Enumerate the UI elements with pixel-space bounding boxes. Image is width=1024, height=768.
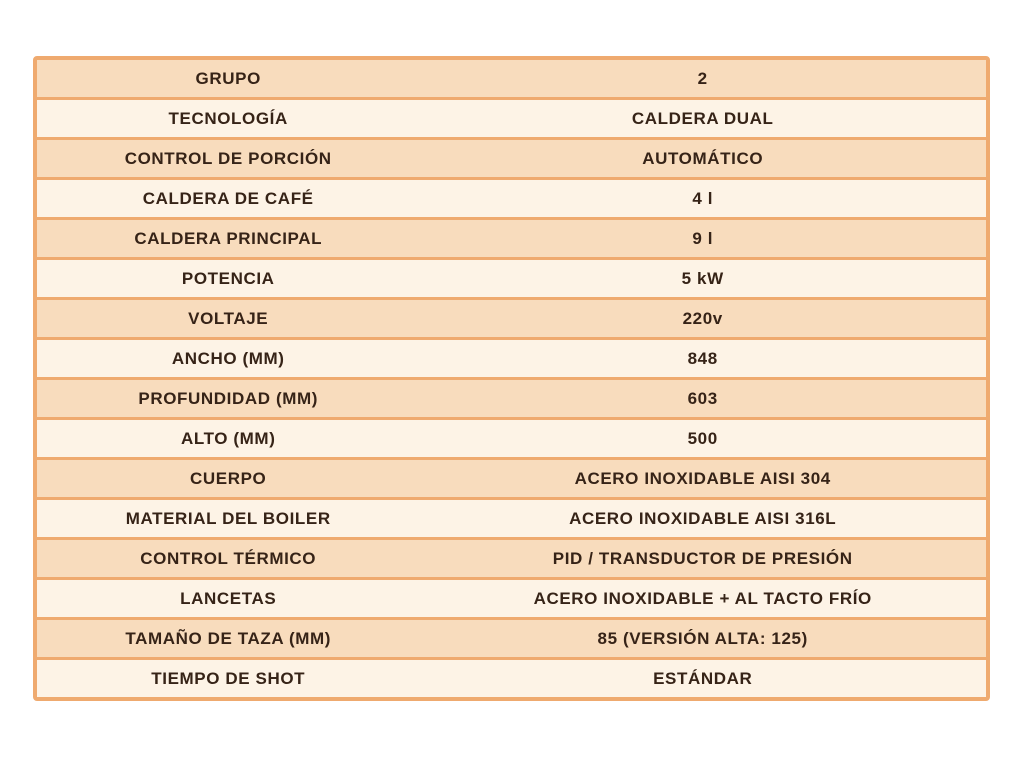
spec-label: VOLTAJE (37, 300, 419, 337)
spec-label: ALTO (MM) (37, 420, 419, 457)
table-row (37, 460, 986, 497)
table-row (37, 140, 986, 177)
spec-label: TECNOLOGÍA (37, 100, 419, 137)
spec-label: PROFUNDIDAD (MM) (37, 380, 419, 417)
spec-value: ACERO INOXIDABLE + AL TACTO FRÍO (419, 580, 986, 617)
spec-value: 500 (419, 420, 986, 457)
spec-value: CALDERA DUAL (419, 100, 986, 137)
table-row (37, 580, 986, 617)
spec-label: TAMAÑO DE TAZA (MM) (37, 620, 419, 657)
table-row (37, 60, 986, 97)
table-row (37, 180, 986, 217)
spec-value: 603 (419, 380, 986, 417)
spec-value: 220v (419, 300, 986, 337)
spec-label: POTENCIA (37, 260, 419, 297)
spec-label: CONTROL TÉRMICO (37, 540, 419, 577)
spec-value: AUTOMÁTICO (419, 140, 986, 177)
spec-value: 4 l (419, 180, 986, 217)
table-row (37, 300, 986, 337)
spec-value: ACERO INOXIDABLE AISI 304 (419, 460, 986, 497)
spec-value: 2 (419, 60, 986, 97)
spec-value: ACERO INOXIDABLE AISI 316L (419, 500, 986, 537)
spec-label: GRUPO (37, 60, 419, 97)
spec-label: CALDERA PRINCIPAL (37, 220, 419, 257)
spec-label: ANCHO (MM) (37, 340, 419, 377)
spec-label: TIEMPO DE SHOT (37, 660, 419, 697)
spec-label: LANCETAS (37, 580, 419, 617)
spec-value: PID / TRANSDUCTOR DE PRESIÓN (419, 540, 986, 577)
spec-value: 85 (VERSIÓN ALTA: 125) (419, 620, 986, 657)
spec-value: 9 l (419, 220, 986, 257)
table-row (37, 380, 986, 417)
table-row (37, 420, 986, 457)
spec-value: ESTÁNDAR (419, 660, 986, 697)
table-row (37, 540, 986, 577)
table-row (37, 660, 986, 697)
table-row (37, 100, 986, 137)
spec-label: CALDERA DE CAFÉ (37, 180, 419, 217)
spec-label: MATERIAL DEL BOILER (37, 500, 419, 537)
spec-label: CONTROL DE PORCIÓN (37, 140, 419, 177)
spec-label: CUERPO (37, 460, 419, 497)
spec-value: 5 kW (419, 260, 986, 297)
table-row (37, 260, 986, 297)
table-row (37, 220, 986, 257)
table-row (37, 500, 986, 537)
spec-value: 848 (419, 340, 986, 377)
table-row (37, 620, 986, 657)
spec-table (33, 56, 990, 701)
table-row (37, 340, 986, 377)
